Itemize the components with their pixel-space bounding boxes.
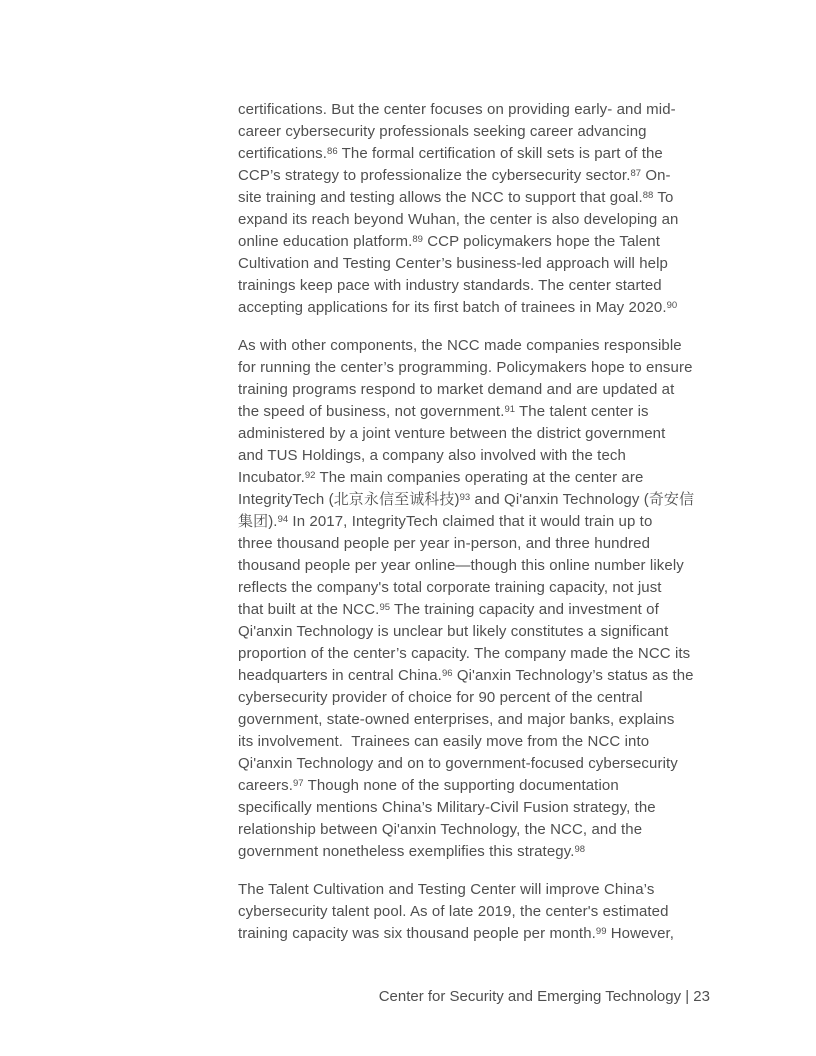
text-line: career cybersecurity professionals seeking career advancing [238,123,647,140]
paragraph [238,335,738,863]
page-body [238,99,738,945]
text-line: training capacity was six thousand people per month.$^{99}$ However, [238,925,675,942]
text-line: expand its reach beyond Wuhan, the center is also developing an [238,211,679,228]
footer-text: Center for Security and Emerging Technology | 23 [378,988,710,1005]
footnote-ref: 98 [574,844,586,855]
text-line: relationship between Qi'anxin Technology, the NCC, and the [238,821,643,838]
text-line: that built at the NCC.$^{95}$ The training capacity and investment of [238,601,659,618]
text-line: 集团).$^{94}$ In 2017, IntegrityTech claimed that it would train up to [238,513,653,530]
footnote-ref: 92 [304,470,316,481]
footnote-ref: 88 [642,190,654,201]
text-line: Qi'anxin Technology is unclear but likely constitutes a significant [238,623,669,640]
text-line: As with other components, the NCC made companies responsible [238,337,682,354]
text-line: government nonetheless exemplifies this strategy.$^{98}$ [238,843,586,860]
text-line: training programs respond to market demand and are updated at [238,381,675,398]
footnote-ref: 99 [595,926,607,937]
page-footer [238,986,710,1008]
footnote-ref: 91 [504,404,516,415]
text-line: thousand people per year online—though this online number likely [238,557,684,574]
text-line: for running the center’s programming. Policymakers hope to ensure [238,359,693,376]
text-line: CCP’s strategy to professionalize the cybersecurity sector.$^{87}$ On- [238,167,671,184]
text-line: proportion of the center’s capacity. The company made the NCC its [238,645,691,662]
footnote-ref: 89 [412,234,423,245]
footnote-ref: 95 [379,602,391,613]
text-line: The Talent Cultivation and Testing Center will improve China’s [238,881,655,898]
text-line: online education platform.$^{89}$ CCP policymakers hope the Talent [238,233,660,250]
text-line: administered by a joint venture between the district government [238,425,666,442]
text-line: certifications. But the center focuses on providing early- and mid- [238,101,676,118]
footnote-ref: 96 [441,668,453,679]
text-line: and TUS Holdings, a company also involved with the tech [238,447,626,464]
footnote-ref: 86 [327,146,338,157]
text-line: government, state-owned enterprises, and major banks, explains [238,711,675,728]
paragraph [238,879,738,945]
footnote-ref: 93 [459,492,471,503]
text-line: Qi'anxin Technology and on to government-focused cybersecurity [238,755,678,772]
text-line: cybersecurity talent pool. As of late 2019, the center's estimated [238,903,669,920]
text-line: the speed of business, not government.$^{91}$ The talent center is [238,403,649,420]
text-line: specifically mentions China’s Military-Civil Fusion strategy, the [238,799,656,816]
footnote-ref: 90 [666,300,678,311]
footnote-ref: 87 [630,168,642,179]
text-line: cybersecurity provider of choice for 90 percent of the central [238,689,643,706]
text-line: Cultivation and Testing Center’s business-led approach will help [238,255,668,272]
paragraph [238,99,738,319]
text-line: its involvement. Trainees can easily move from the NCC into [238,733,650,750]
text-line: Incubator.$^{92}$ The main companies operating at the center are [238,469,644,486]
text-line: accepting applications for its first batch of trainees in May 2020.90 [238,299,678,316]
text-line: site training and testing allows the NCC to support that goal.$^{88}$ To [238,189,674,206]
text-line: careers.$^{97}$ Though none of the supporting documentation [238,777,619,794]
text-line: trainings keep pace with industry standards. The center started [238,277,662,294]
footnote-ref: 97 [293,778,304,789]
text-line: certifications.$^{86}$ The formal certification of skill sets is part of the [238,145,663,162]
text-line: headquarters in central China.$^{96}$ Qi'anxin Technology’s status as the [238,667,694,684]
text-line: IntegrityTech (北京永信至诚科技)$^{93}$ and Qi'anxin Technology (奇安信 [238,491,695,508]
footnote-ref: 94 [277,514,289,525]
text-line: reflects the company's total corporate training capacity, not just [238,579,662,596]
text-line: three thousand people per year in-person, and three hundred [238,535,651,552]
